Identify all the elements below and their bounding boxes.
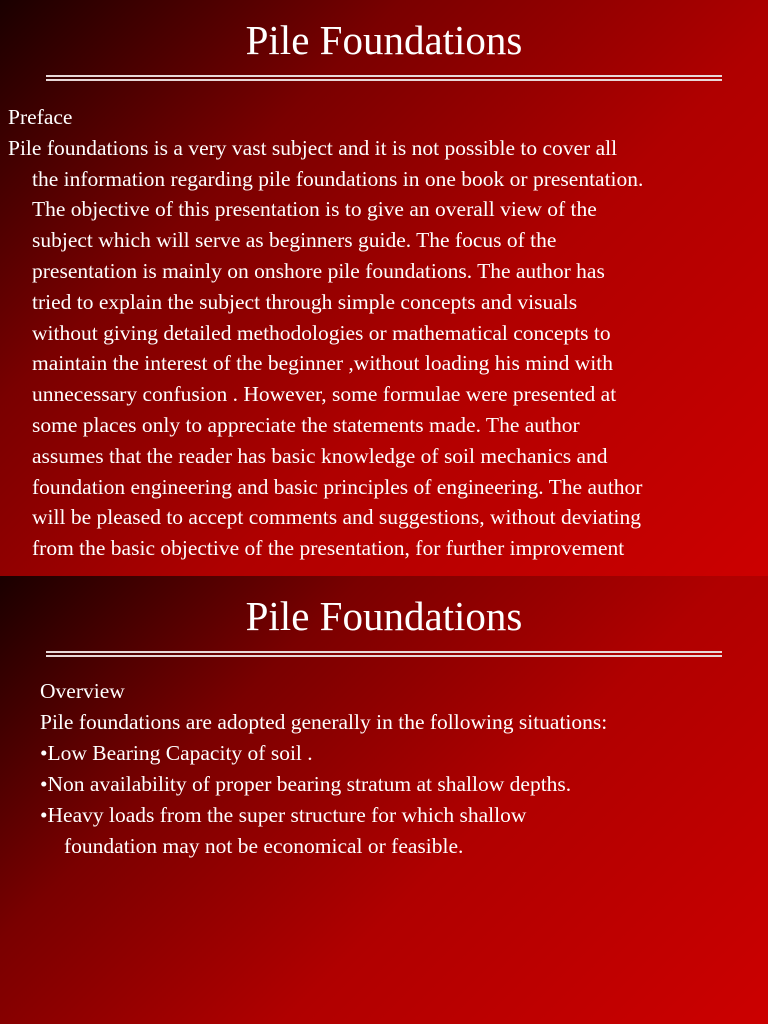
- preface-text-line: Pile foundations is a very vast subject and it is not possible to cover all: [8, 135, 618, 160]
- preface-text-line: subject which will serve as beginners guide. The focus of the: [32, 228, 557, 253]
- preface-text-line: some places only to appreciate the statements made. The author: [32, 412, 580, 437]
- preface-text-line: presentation is mainly on onshore pile foundations. The author has: [32, 258, 605, 283]
- preface-text-line: tried to explain the subject through simple concepts and visuals: [32, 289, 578, 314]
- preface-text-line: unnecessary confusion . However, some formulae were presented at: [32, 382, 617, 407]
- preface-text-line: assumes that the reader has basic knowledge of soil mechanics and: [32, 443, 608, 468]
- preface-body: [8, 102, 768, 564]
- title-divider: [46, 75, 722, 81]
- bullet-item: •Low Bearing Capacity of soil .: [40, 741, 313, 765]
- overview-body: [40, 676, 760, 862]
- slide-title: Pile Foundations: [245, 593, 523, 639]
- preface-text-line: The objective of this presentation is to give an overall view of the: [32, 197, 597, 222]
- preface-text-line: maintain the interest of the beginner ,without loading his mind with: [32, 351, 613, 376]
- preface-heading: Preface: [8, 105, 73, 129]
- title-divider: [46, 651, 722, 657]
- overview-heading: Overview: [40, 679, 125, 703]
- overview-intro: Pile foundations are adopted generally in the following situations:: [40, 710, 608, 734]
- preface-text-line: from the basic objective of the presentation, for further improvement: [32, 536, 625, 561]
- bullet-continuation: foundation may not be economical or feasible.: [64, 834, 464, 858]
- preface-text-line: will be pleased to accept comments and suggestions, without deviating: [32, 505, 642, 530]
- preface-text-line: without giving detailed methodologies or mathematical concepts to: [32, 320, 611, 345]
- slide-title: Pile Foundations: [245, 17, 523, 63]
- bullet-item: •Non availability of proper bearing stratum at shallow depths.: [40, 772, 572, 796]
- preface-text-line: foundation engineering and basic principles of engineering. The author: [32, 474, 643, 499]
- preface-text-line: the information regarding pile foundations in one book or presentation.: [32, 166, 644, 191]
- bullet-item: •Heavy loads from the super structure for which shallow: [40, 803, 527, 827]
